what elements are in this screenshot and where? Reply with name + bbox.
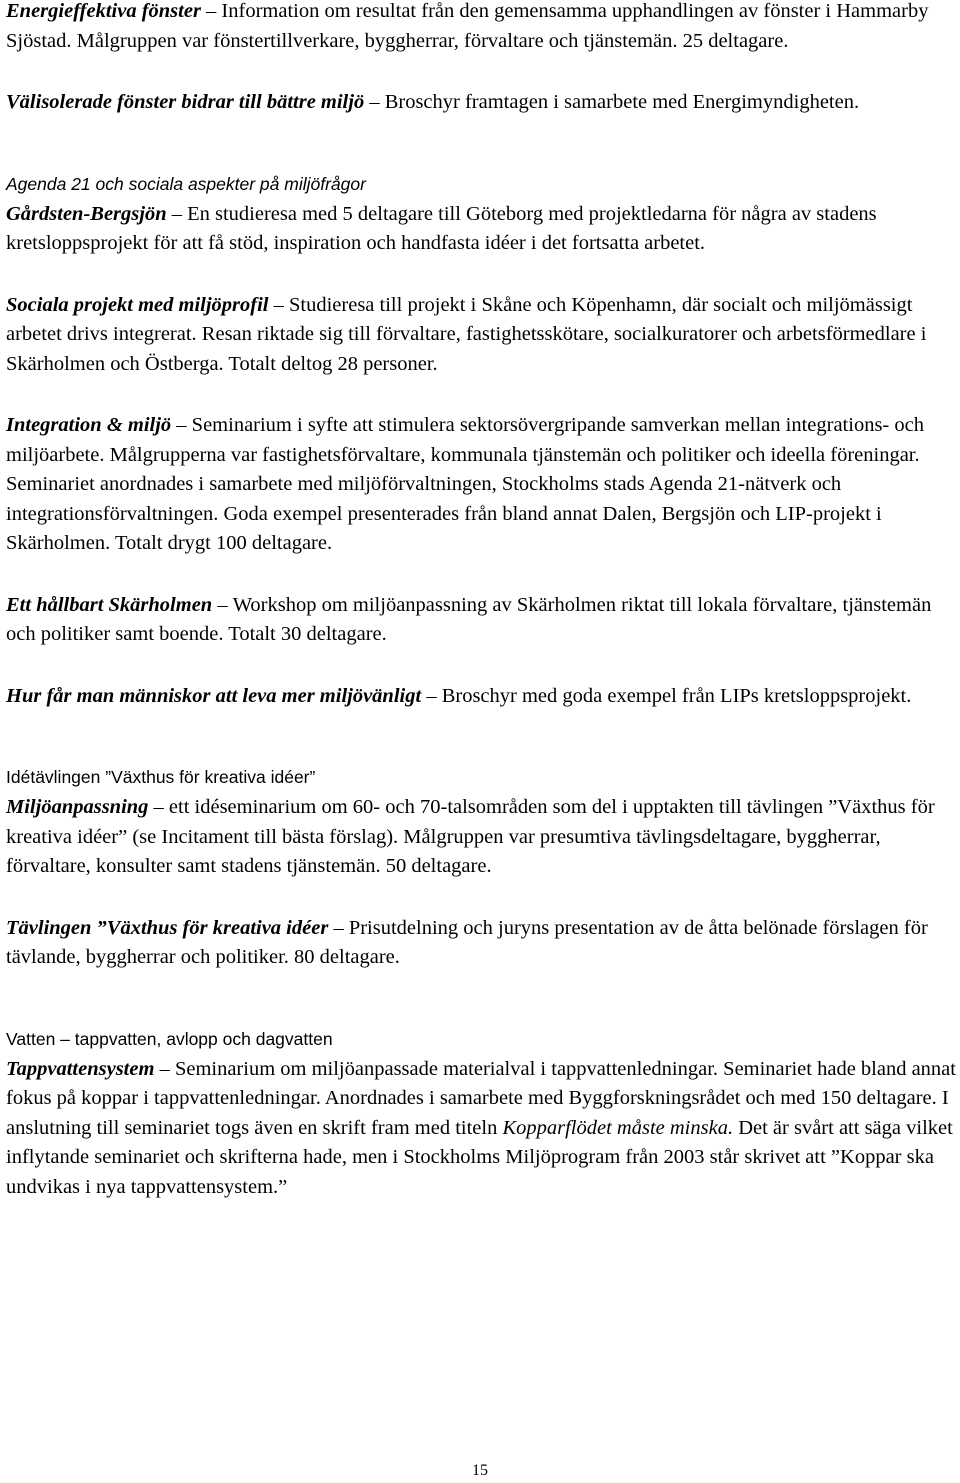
dash: – bbox=[206, 0, 217, 22]
section-heading: Agenda 21 och sociala aspekter på miljöfrågor bbox=[6, 173, 366, 194]
list-item bbox=[6, 411, 956, 559]
list-item bbox=[6, 88, 956, 118]
dash: – bbox=[273, 293, 284, 316]
entry-text: Workshop om miljöanpassning av Skärholmen riktat till lokala förvaltare, tjänstemän och politiker samt boende. Totalt 30 deltagare. bbox=[6, 593, 932, 645]
entry-text: En studieresa med 5 deltagare till Göteborg med projektledarna för några av stadens kretsloppsprojekt för att få stöd, inspiration och handfasta idéer i det fortsatta arbetet. bbox=[6, 202, 877, 254]
entry-text: Broschyr framtagen i samarbete med Energimyndigheten. bbox=[384, 91, 860, 113]
entry-title: Hur får man människor att leva mer miljövänligt bbox=[6, 684, 422, 707]
list-item bbox=[6, 291, 956, 380]
entry-title: Integration & miljö bbox=[6, 414, 172, 436]
document-page bbox=[6, 0, 956, 1202]
dash: – bbox=[333, 916, 344, 939]
entry-title: Gårdsten-Bergsjön bbox=[6, 202, 167, 225]
page-number: 15 bbox=[472, 1462, 488, 1479]
list-item bbox=[6, 200, 956, 259]
entry-title: Sociala projekt med miljöprofil bbox=[6, 293, 269, 316]
entry-title: Energieffektiva fönster bbox=[6, 0, 201, 22]
entry-text: Studieresa till projekt i Skåne och Köpenhamn, där socialt och miljömässigt arbetet drivs integrerat. Resan riktade sig till förvaltare, fastighetsskötare, socialkuratorer och arbetsförmedlare i Skärholmen och Östberga. Totalt deltog 28 personer. bbox=[6, 293, 927, 375]
dash: – bbox=[171, 202, 182, 225]
section-heading: Idétävlingen ”Växthus för kreativa idéer” bbox=[6, 767, 316, 787]
dash: – bbox=[217, 593, 228, 616]
dash: – bbox=[369, 91, 380, 113]
entry-title: Miljöanpassning bbox=[6, 796, 149, 818]
entry-text: Det är svårt att säga vilket inflytande seminariet och skrifterna hade, men i Stockholms Miljöprogram från 2003 står skrivet att ”Koppar ska undvikas i nya tappvattensystem.” bbox=[6, 1116, 953, 1198]
list-item bbox=[6, 914, 956, 973]
entry-text: Prisutdelning och juryns presentation av de åtta belönade förslagen för tävlande, byggherrar och politiker. 80 deltagare. bbox=[6, 916, 928, 968]
dash: – bbox=[159, 1057, 170, 1080]
dash: – bbox=[176, 414, 187, 436]
list-item bbox=[6, 1055, 956, 1203]
list-item bbox=[6, 793, 956, 882]
entry-text: ett idéseminarium om 60- och 70-talsområden som del i upptakten till tävlingen ”Växthus för kreativa idéer” (se Incitament till bästa förslag). Målgruppen var presumtiva tävlingsdeltagare, byggherrar, förvaltare, konsulter samt stadens tjänstemän. 50 deltagare. bbox=[6, 796, 935, 877]
entry-text: Information om resultat från den gemensamma upphandlingen av fönster i Hammarby Sjöstad. Målgruppen var fönstertillverkare, byggherrar, förvaltare och tjänstemän. 25 deltagare. bbox=[6, 0, 929, 52]
list-item bbox=[6, 591, 956, 650]
list-item bbox=[6, 0, 956, 56]
dash: – bbox=[426, 684, 437, 707]
entry-title: Välisolerade fönster bidrar till bättre miljö bbox=[6, 91, 365, 113]
entry-text: Seminarium i syfte att stimulera sektorsövergripande samverkan mellan integrations- och miljöarbete. Målgrupperna var fastighetsförvaltare, kommunala tjänstemän och politiker och ideella föreningar. Seminariet anordnades i samarbete med miljöförvaltningen, Stockholms stads Agenda 21-nätverk och integrationsförvaltningen. Goda exempel presenterades från bland annat Dalen, Bergsjön och LIP-projekt i Skärholmen. Totalt drygt 100 deltagare. bbox=[6, 414, 924, 554]
section-heading: Vatten – tappvatten, avlopp och dagvatten bbox=[6, 1028, 333, 1049]
entry-text: Broschyr med goda exempel från LIPs kretsloppsprojekt. bbox=[441, 684, 912, 707]
entry-text: Seminarium om miljöanpassade materialval i tappvattenledningar. Seminariet hade bland annat fokus på koppar i tappvattenledningar. Anordnades i samarbete med Byggforskningsrådet och med 150 deltagare. I anslutning till seminariet togs även en skrift fram med titeln bbox=[6, 1057, 956, 1139]
entry-title: Ett hållbart Skärholmen bbox=[6, 593, 213, 616]
dash: – bbox=[153, 796, 164, 818]
publication-title: Kopparflödet måste minska. bbox=[502, 1116, 734, 1139]
list-item bbox=[6, 682, 956, 712]
entry-title: Tävlingen ”Växthus för kreativa idéer bbox=[6, 916, 329, 939]
entry-title: Tappvattensystem bbox=[6, 1057, 155, 1080]
